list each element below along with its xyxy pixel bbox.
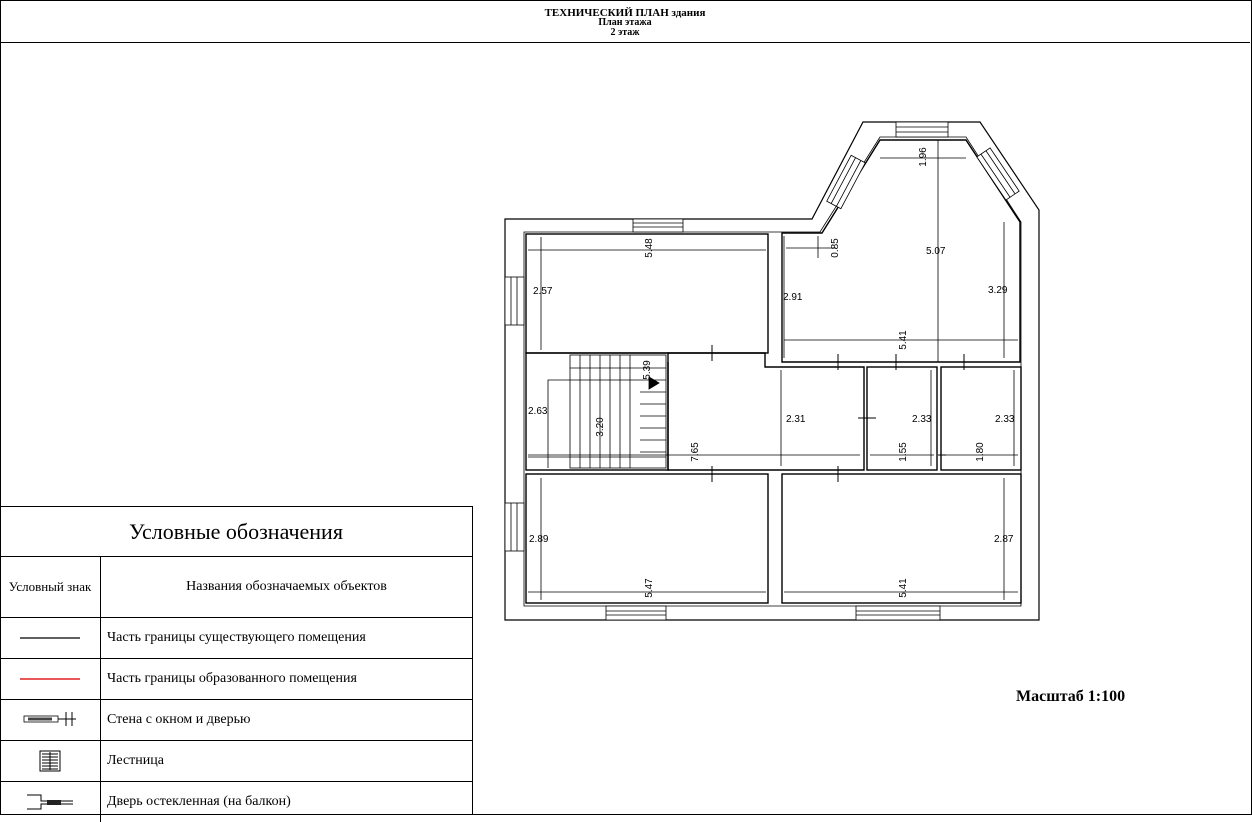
windows: [505, 122, 1019, 620]
black-line-icon: [0, 618, 101, 658]
wall-window-door-icon: [0, 700, 101, 740]
window-left-room1: [505, 277, 524, 325]
dim-bay-top: 1.96: [918, 147, 929, 167]
legend-row: [0, 700, 472, 741]
scale-label: Масштаб 1:100: [1016, 688, 1126, 705]
window-left-room3: [505, 503, 524, 551]
legend-header-row: [0, 557, 472, 618]
legend-col-name: Названия обозначаемых объектов: [186, 579, 387, 594]
legend-col-symbol: Условный знак: [0, 557, 101, 617]
dim-wc1-height: 2.33: [912, 414, 932, 425]
legend-label: Лестница: [107, 753, 164, 768]
dim-r2-small: 0.85: [830, 238, 841, 258]
legend-row: [0, 741, 472, 782]
dim-r2-left: 2.91: [783, 292, 803, 303]
dimension-labels: [528, 147, 1015, 598]
floor-label: 2 этаж: [610, 27, 640, 38]
red-line-icon: [0, 659, 101, 699]
window-bay-top: [896, 122, 948, 137]
legend-label: Стена с окном и дверью: [107, 712, 251, 727]
dim-r3-width: 5.47: [644, 578, 655, 598]
dimension-lines: [528, 140, 1018, 600]
plan-title: ТЕХНИЧЕСКИЙ ПЛАН здания: [544, 7, 706, 19]
window-bottom-room3: [606, 606, 666, 620]
dim-r1-width: 5.48: [644, 238, 655, 258]
dim-stair-len: 5.39: [642, 360, 653, 380]
legend-label: Часть границы образованного помещения: [107, 671, 357, 686]
dim-hall-length: 7.65: [690, 442, 701, 462]
dim-r2-width: 5.41: [898, 330, 909, 350]
dim-r2-depth: 5.07: [926, 246, 946, 257]
legend-row: [0, 659, 472, 700]
plan-subtitle: План этажа: [598, 17, 652, 28]
legend-label: Дверь остекленная (на балкон): [107, 794, 291, 809]
legend-label: Часть границы существующего помещения: [107, 630, 366, 645]
exterior-walls: [505, 122, 1039, 620]
dim-r2-right: 3.29: [988, 285, 1008, 296]
legend-row: [0, 782, 472, 822]
dim-hall-height: 2.31: [786, 414, 806, 425]
stair-icon: [0, 741, 101, 781]
window-bottom-room4: [856, 606, 940, 620]
dim-wc1-width: 1.55: [898, 442, 909, 462]
dim-r4-height: 2.87: [994, 534, 1014, 545]
legend-table: [0, 506, 473, 815]
glass-door-icon: [0, 782, 101, 822]
dim-r3-height: 2.89: [529, 534, 549, 545]
window-bay-left: [827, 155, 866, 208]
window-top-room1: [633, 219, 683, 232]
dim-r1-height: 2.57: [533, 286, 553, 297]
dim-stair-height: 2.63: [528, 406, 548, 417]
dim-wc2-width: 1.80: [975, 442, 986, 462]
legend-row: [0, 618, 472, 659]
window-bay-right: [977, 148, 1019, 200]
legend-title: Условные обозначения: [0, 507, 472, 557]
dim-r4-width: 5.41: [898, 578, 909, 598]
dim-wc2-height: 2.33: [995, 414, 1015, 425]
dim-stair-inner: 3.20: [595, 417, 606, 437]
